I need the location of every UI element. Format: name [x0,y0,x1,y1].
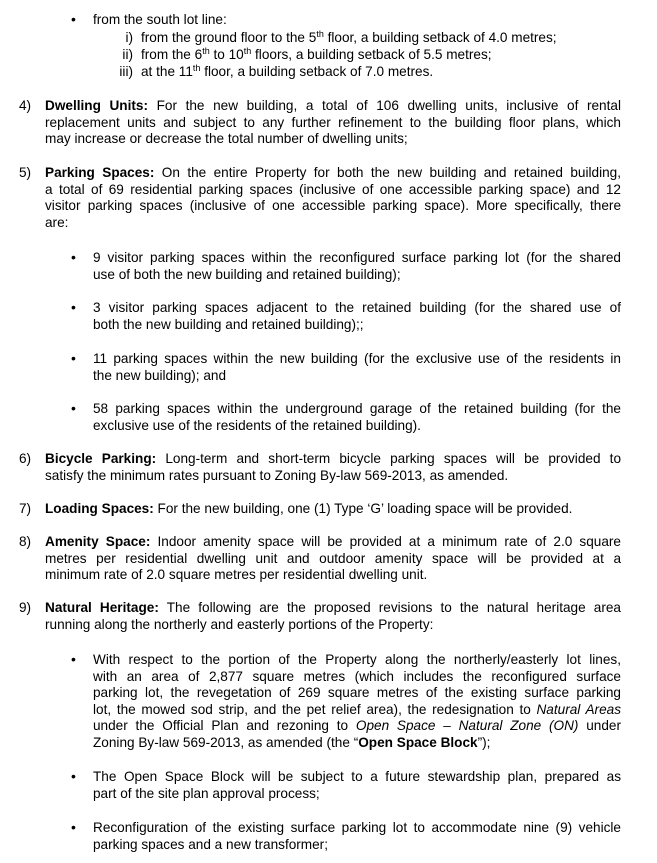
roman-numeral: ii) [122,47,133,62]
heritage-bullet: Reconfiguration of the existing surface parking lot to accommodate nine (9) vehicle parking spaces and a new transformer; [93,820,621,852]
bullet-marker: • [71,819,76,835]
roman-numeral: iii) [119,64,133,79]
setback-item: from the 6th to 10th floors, a building setback of 5.5 metres; [141,46,492,62]
parking-bullet: 11 parking spaces within the new building (for the exclusive use of the residents in the new building); and [93,351,621,383]
paragraph-heading: Loading Spaces: [45,501,154,516]
parking-spaces-paragraph: Parking Spaces: On the entire Property for both the new building and retained building, a total of 69 residential parking spaces (inclusive of one accessible parking space) and 12 visitor parking spaces (inclusive of one accessible parking space). More specifically, there are: [45,165,621,230]
item-number: 8) [19,534,32,549]
bullet-marker: • [71,768,76,784]
item-number: 7) [19,501,32,516]
item-number: 6) [19,451,32,466]
bullet-marker: • [71,299,76,315]
south-lot-line-text: from the south lot line: [93,12,227,27]
loading-spaces-paragraph: Loading Spaces: For the new building, one (1) Type ‘G’ loading space will be provided. [45,501,573,516]
parking-bullet: 9 visitor parking spaces within the reconfigured surface parking lot (for the shared use of both the new building and retained building); [93,250,621,282]
paragraph-heading: Parking Spaces: [45,165,155,180]
bicycle-parking-paragraph: Bicycle Parking: Long-term and short-term bicycle parking spaces will be provided to satisfy the minimum rates pursuant to Zoning By-law 569-2013, as amended. [45,451,622,483]
bullet-marker: • [71,651,76,667]
item-number: 9) [19,600,32,615]
bullet-marker: • [71,11,76,27]
amenity-space-paragraph: Amenity Space: Indoor amenity space will be provided at a minimum rate of 2.0 square metres per residential dwelling unit and outdoor amenity space will be provided at a minimum rate of 2.0 square metres per residential dwelling unit. [45,534,621,582]
paragraph-heading: Natural Heritage: [45,600,159,615]
dwelling-units-paragraph: Dwelling Units: For the new building, a total of 106 dwelling units, inclusive of rental replacement units and subject to any further refinement to the building floor plans, which may increase or decrease the total number of dwelling units; [45,98,621,146]
heritage-bullet: With respect to the portion of the Property along the northerly/easterly lot lines, with an area of 2,877 square metres (which includes the reconfigured surface parking lot, the revegetation of 269 square metres of the existing surface parking lot, the mowed sod strip, and the pet relief area), the redesignation to Natural Areas under the Official Plan and rezoning to Open Space – Natural Zone (ON) under Zoning By-law 569-2013, as amended (the “Open Space Block”); [93,652,621,750]
heritage-bullet: The Open Space Block will be subject to a future stewardship plan, prepared as part of the site plan approval process; [93,769,621,801]
item-number: 4) [19,98,32,113]
setback-item: at the 11th floor, a building setback of 7.0 metres. [141,63,434,79]
paragraph-heading: Dwelling Units: [45,98,148,113]
paragraph-heading: Amenity Space: [45,534,151,549]
natural-heritage-paragraph: Natural Heritage: The following are the proposed revisions to the natural heritage area running along the northerly and easterly portions of the Property: [45,600,621,632]
bullet-marker: • [71,400,76,416]
parking-bullet: 3 visitor parking spaces adjacent to the retained building (for the shared use of both the new building and retained building);; [93,300,621,332]
paragraph-heading: Bicycle Parking: [45,451,157,466]
parking-bullet: 58 parking spaces within the underground garage of the retained building (for the exclusive use of the residents of the retained building). [93,401,621,433]
setback-item: from the ground floor to the 5th floor, a building setback of 4.0 metres; [141,29,557,45]
bullet-marker: • [71,350,76,366]
open-space-block-term: Open Space Block [358,734,478,750]
item-number: 5) [19,165,32,180]
bullet-marker: • [71,249,76,265]
roman-numeral: i) [125,30,133,45]
